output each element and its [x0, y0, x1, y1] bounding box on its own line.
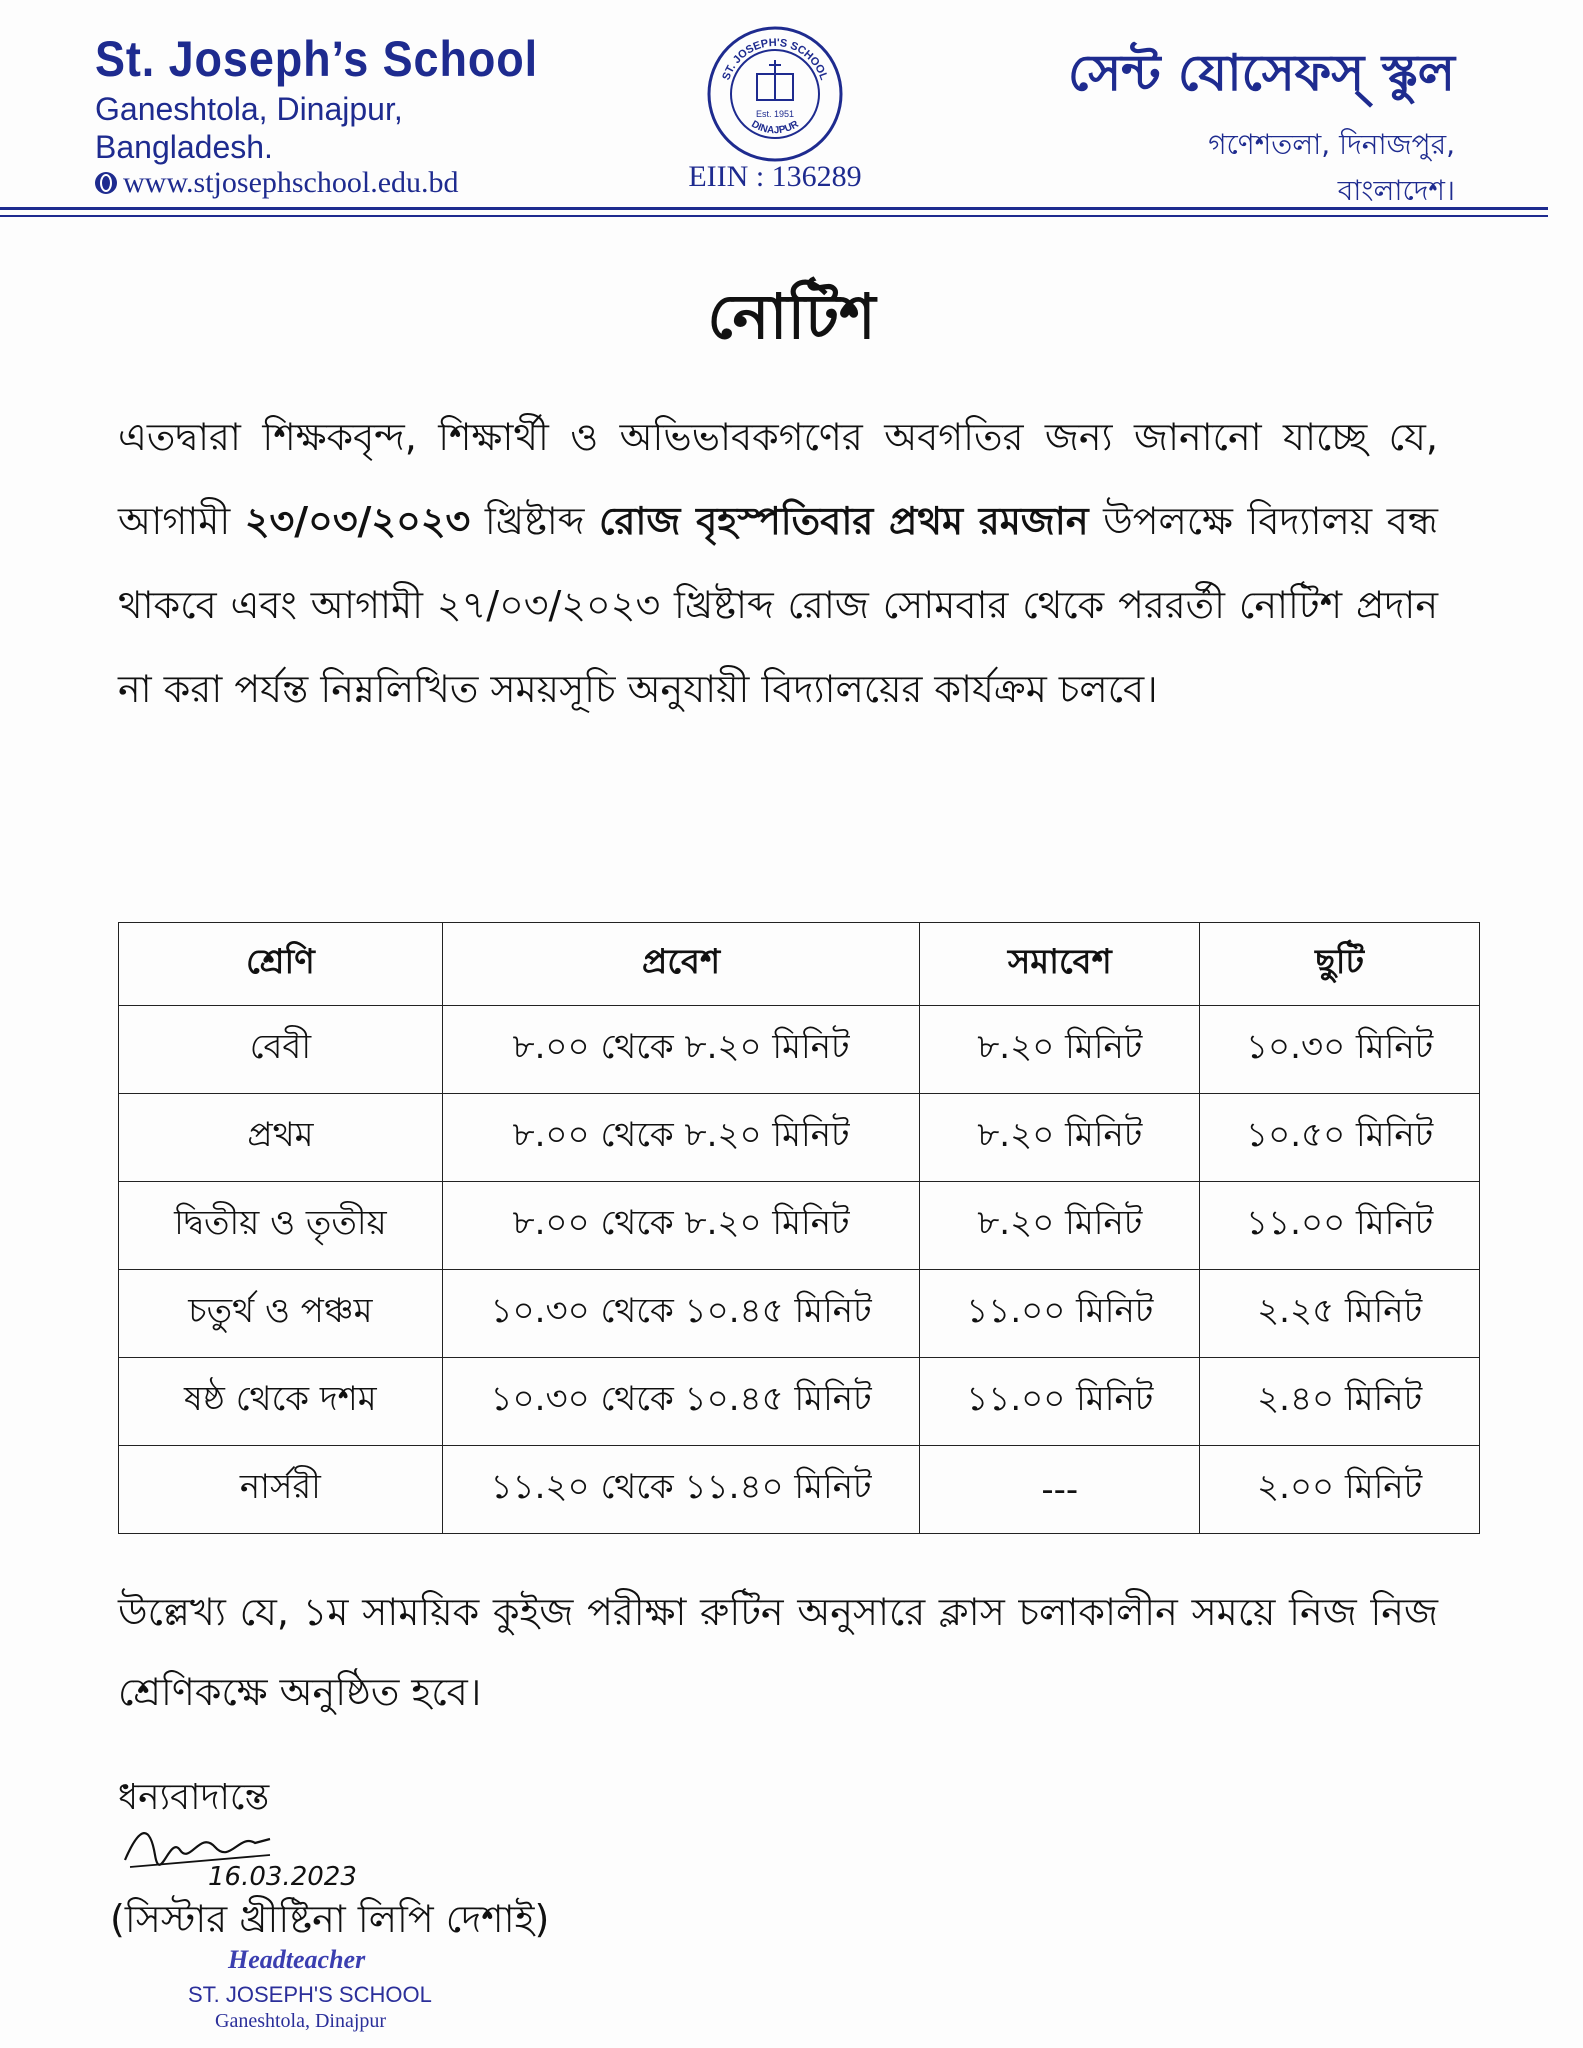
cell-entry: ১১.২০ থেকে ১১.৪০ মিনিট	[442, 1446, 920, 1534]
cell-entry: ১০.৩০ থেকে ১০.৪৫ মিনিট	[442, 1270, 920, 1358]
stamp-school-name: ST. JOSEPH'S SCHOOL	[188, 1982, 432, 2007]
designation: Headteacher	[228, 1945, 366, 1974]
para-part-3: উপলক্ষে বিদ্যালয় বন্ধ থাকবে এবং আগামী ২৭/০৩/২০২৩ খ্রিষ্টাব্দ রোজ সোমবার থেকে পররর্তী নোটিশ প্রদান না করা পর্যন্ত নিম্নলিখিত সময়সূচি অনুযায়ী বিদ্যালয়ের কার্যক্রম চলবে।	[118, 499, 1439, 711]
header-class: শ্রেণি	[119, 923, 443, 1006]
cell-dismissal: ১১.০০ মিনিট	[1200, 1182, 1480, 1270]
cell-assembly: ---	[920, 1446, 1200, 1534]
handwritten-signature	[120, 1815, 380, 1895]
cell-class: চতুর্থ ও পঞ্চম	[119, 1270, 443, 1358]
cell-dismissal: ২.৪০ মিনিট	[1200, 1358, 1480, 1446]
cell-entry: ১০.৩০ থেকে ১০.৪৫ মিনিট	[442, 1358, 920, 1446]
school-logo	[700, 24, 850, 168]
table-row	[119, 1270, 1480, 1358]
header-bangla-block	[1068, 36, 1455, 211]
table-row	[119, 1094, 1480, 1182]
table-row	[119, 1446, 1480, 1534]
schedule-table	[118, 922, 1480, 1534]
cell-dismissal: ২.০০ মিনিট	[1200, 1446, 1480, 1534]
globe-icon	[95, 172, 117, 194]
cell-assembly: ৮.২০ মিনিট	[920, 1182, 1200, 1270]
cell-assembly: ১১.০০ মিনিট	[920, 1358, 1200, 1446]
stamp-location: Ganeshtola, Dinajpur	[215, 2010, 387, 2032]
cell-assembly: ১১.০০ মিনিট	[920, 1270, 1200, 1358]
address-line-1: Ganeshtola, Dinajpur,	[95, 91, 403, 127]
cell-entry: ৮.০০ থেকে ৮.২০ মিনিট	[442, 1006, 920, 1094]
table-row	[119, 1006, 1480, 1094]
cell-class: দ্বিতীয় ও তৃতীয়	[119, 1182, 443, 1270]
signer-name: (সিস্টার খ্রীষ্টিনা লিপি দেশাই)	[110, 1897, 550, 1941]
school-seal-icon	[705, 24, 845, 164]
eiin-number: EIIN : 136289	[688, 160, 862, 193]
cell-entry: ৮.০০ থেকে ৮.২০ মিনিট	[442, 1182, 920, 1270]
school-name-english: St. Joseph’s School	[95, 31, 539, 87]
notice-title: নোটিশ	[707, 280, 876, 353]
signature	[120, 1815, 380, 1899]
cell-class: ষষ্ঠ থেকে দশম	[119, 1358, 443, 1446]
website-text: www.stjosephschool.edu.bd	[123, 166, 459, 199]
table-row	[119, 1182, 1480, 1270]
school-name-bangla: সেন্ট যোসেফস্ স্কুল	[1067, 44, 1455, 102]
header-divider	[0, 207, 1548, 210]
cell-entry: ৮.০০ থেকে ৮.২০ মিনিট	[442, 1094, 920, 1182]
cell-assembly: ৮.২০ মিনিট	[920, 1094, 1200, 1182]
logo-est: Est. 1951	[755, 109, 795, 119]
exam-note: উল্লেখ্য যে, ১ম সাময়িক কুইজ পরীক্ষা রুটিন অনুসারে ক্লাস চলাকালীন সময়ে নিজ নিজ শ্রেণিকক্ষে অনুষ্ঠিত হবে।	[118, 1590, 1438, 1714]
header-assembly: সমাবেশ	[920, 923, 1200, 1006]
bangla-address-line-2: বাংলাদেশ।	[1337, 174, 1455, 207]
cell-dismissal: ১০.৩০ মিনিট	[1200, 1006, 1480, 1094]
header-english-block	[95, 30, 587, 200]
notice-paragraph	[118, 395, 1438, 731]
header-dismissal: ছুটি	[1200, 923, 1480, 1006]
para-part-2: খ্রিষ্টাব্দ	[470, 499, 600, 543]
closing-thanks: ধন্যবাদান্তে	[118, 1777, 270, 1818]
signature-date: 16.03.2023	[208, 1862, 357, 1892]
table-row	[119, 1358, 1480, 1446]
para-day: রোজ বৃহস্পতিবার প্রথম রমজান	[599, 499, 1089, 543]
header-divider-thin	[0, 215, 1548, 217]
bangla-address-line-1: গণেশতলা, দিনাজপুর,	[1208, 128, 1455, 161]
cell-class: বেবী	[119, 1006, 443, 1094]
cell-assembly: ৮.২০ মিনিট	[920, 1006, 1200, 1094]
table-header-row	[119, 923, 1480, 1006]
cell-class: নার্সরী	[119, 1446, 443, 1534]
para-part-1: এতদ্বারা শিক্ষকবৃন্দ, শিক্ষার্থী ও অভিভাবকগণের অবগতির জন্য জানানো যাচ্ছে যে, আগামী	[118, 415, 1438, 543]
cell-dismissal: ১০.৫০ মিনিট	[1200, 1094, 1480, 1182]
header-entry: প্রবেশ	[442, 923, 920, 1006]
logo-text-top: ST. JOSEPH'S SCHOOL	[720, 36, 830, 82]
cell-class: প্রথম	[119, 1094, 443, 1182]
logo-text-bottom: DINAJPUR	[749, 118, 801, 137]
address-line-2: Bangladesh.	[95, 129, 273, 165]
para-date: ২৩/০৩/২০২৩	[244, 499, 471, 543]
cell-dismissal: ২.২৫ মিনিট	[1200, 1270, 1480, 1358]
website-line	[95, 166, 587, 200]
